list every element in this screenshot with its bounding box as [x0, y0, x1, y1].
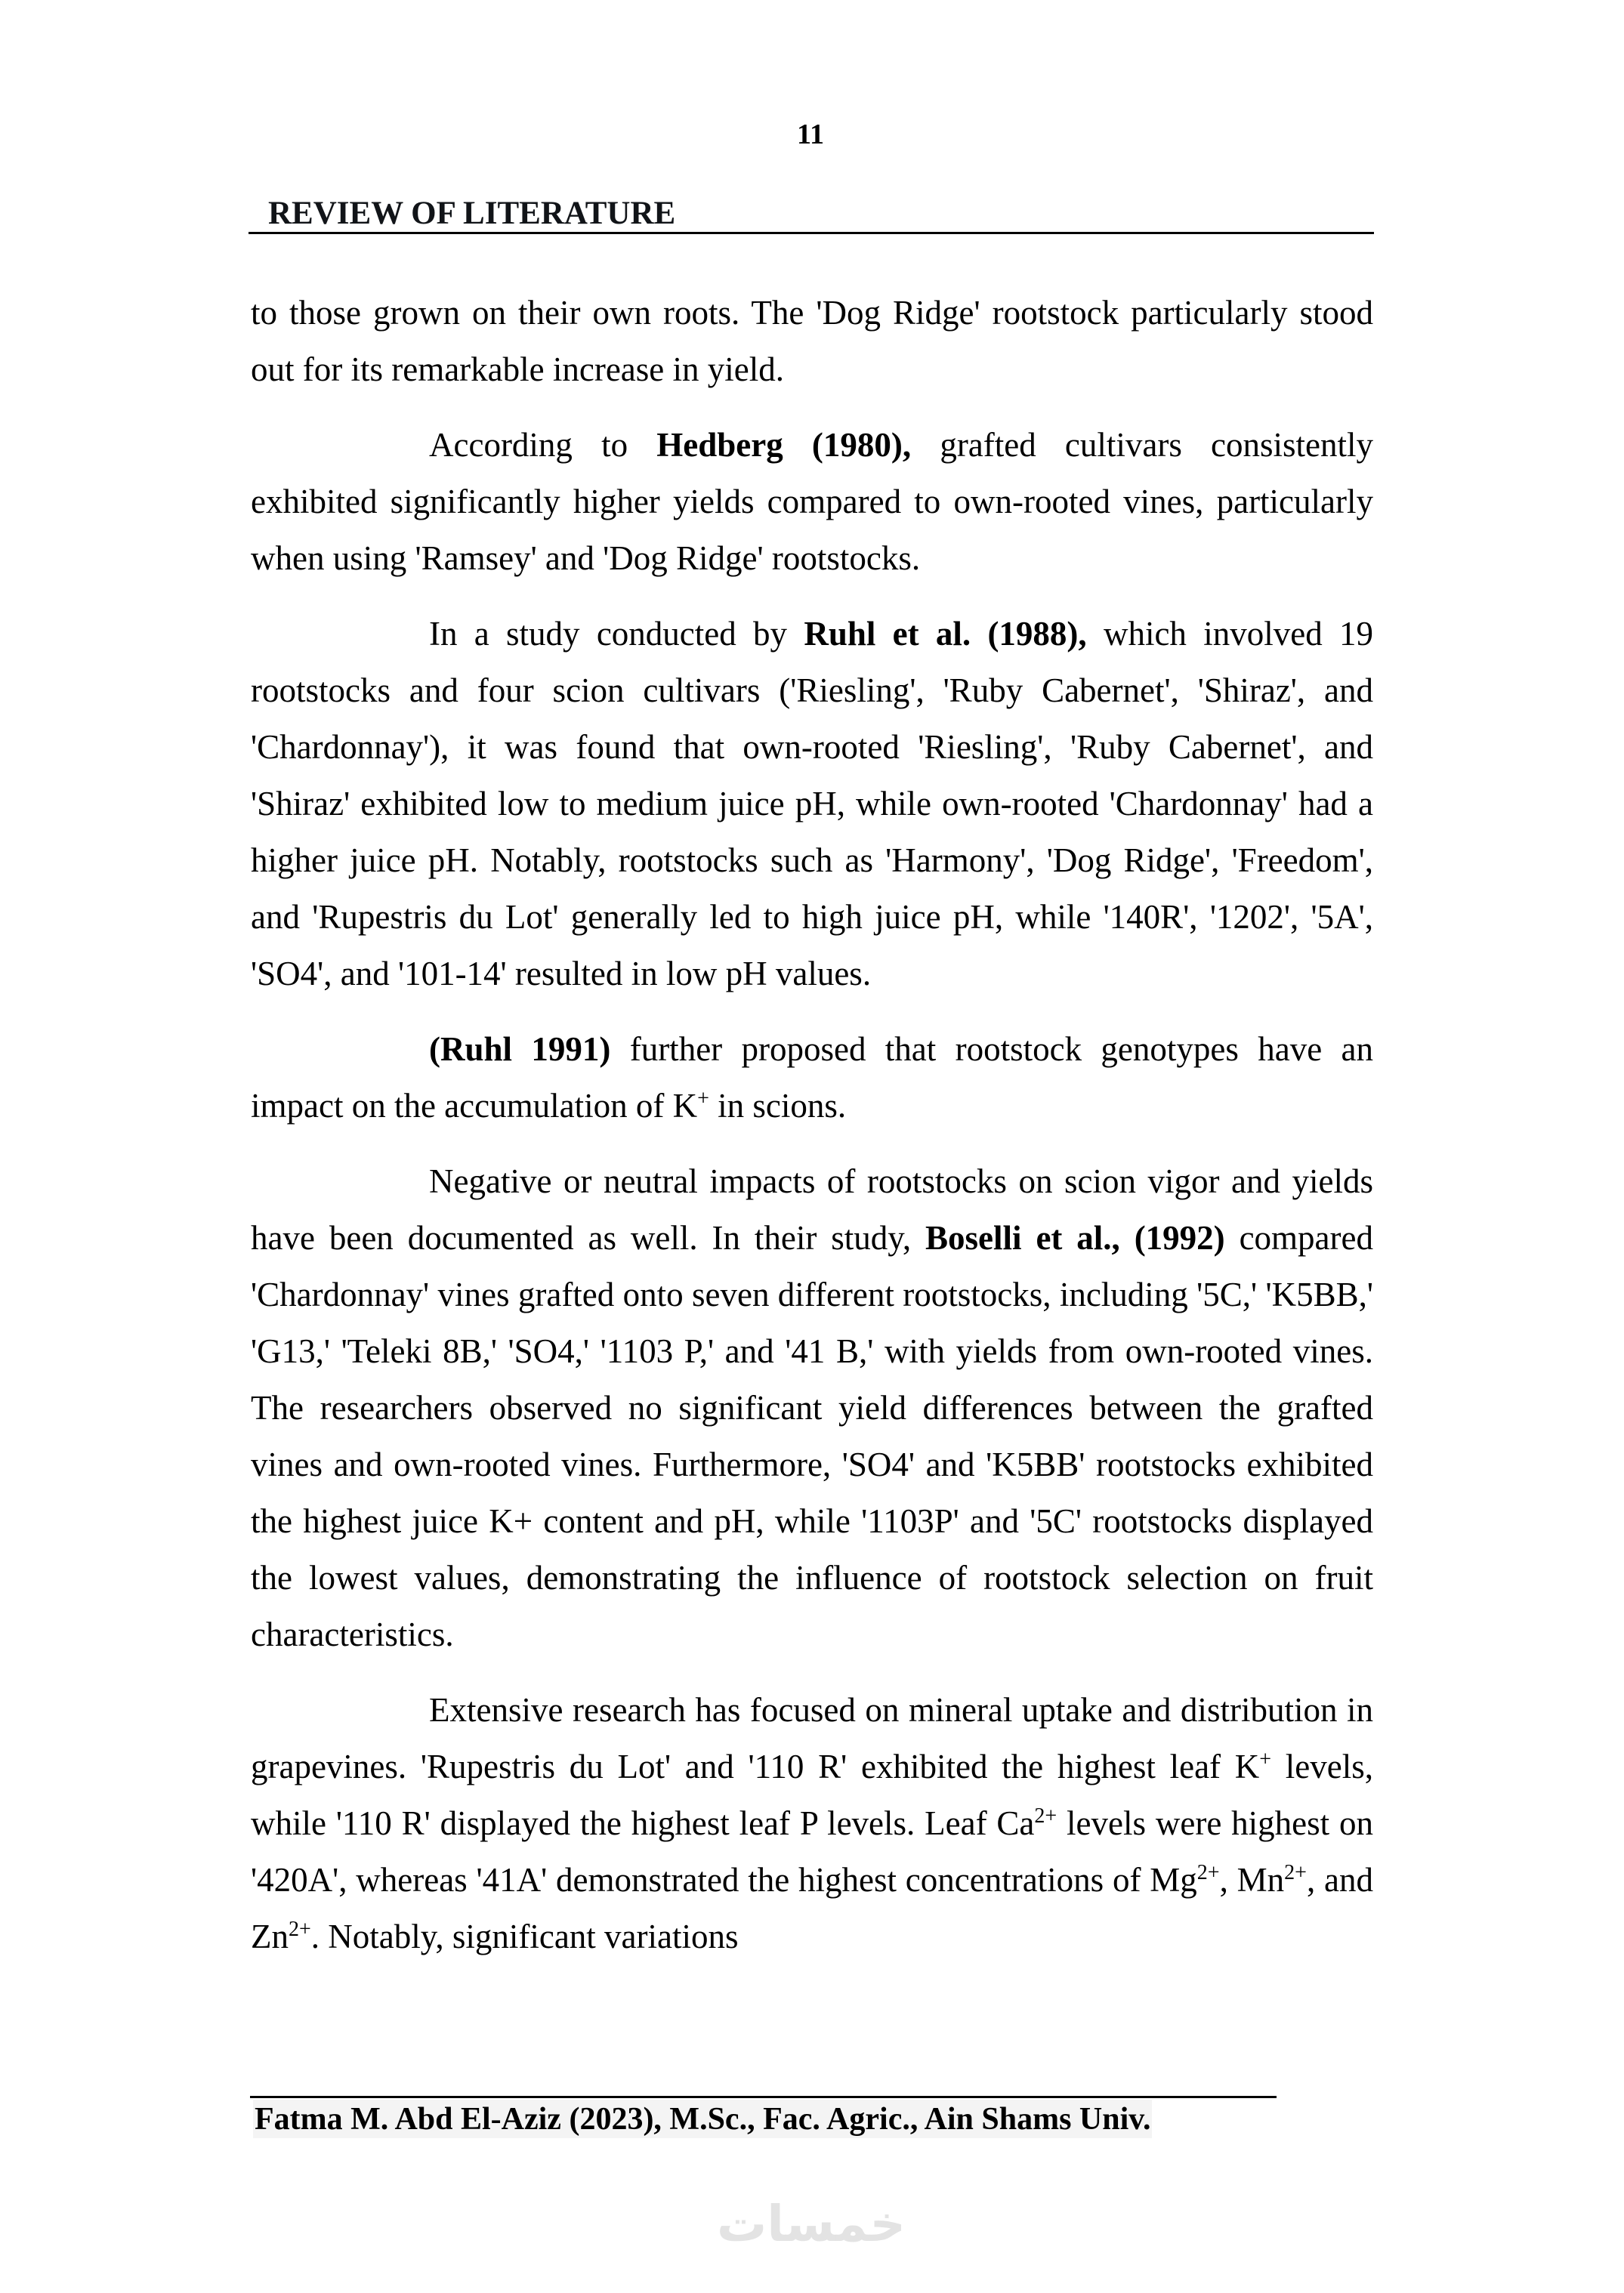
paragraph-text: further proposed that rootstock genotypes have an impact on the accumulation of K: [251, 1030, 1373, 1125]
paragraph: [251, 1153, 1373, 1663]
superscript: 2+: [289, 1918, 311, 1941]
paragraph-text: levels, while '110 R' displayed the highest leaf P levels. Leaf Ca: [251, 1748, 1374, 1842]
citation-boselli-1992: Boselli et al., (1992): [925, 1219, 1225, 1257]
paragraph-text: grafted cultivars consistently exhibited significantly higher yields compared to own-rooted vines, particularly when using 'Ramsey' and 'Dog Ridge' rootstocks.: [251, 426, 1374, 577]
watermark-logo: خمسات: [716, 2195, 906, 2253]
paragraph-text: Extensive research has focused on mineral uptake and distribution in grapevines. 'Rupestris du Lot' and '110 R' exhibited the highest leaf K: [251, 1691, 1373, 1785]
paragraph-text: In a study conducted by: [429, 615, 804, 653]
section-header: REVIEW OF LITERATURE: [268, 196, 676, 231]
paragraph-text: levels were highest on '420A', whereas '41A' demonstrated the highest concentrations of Mg: [251, 1804, 1373, 1899]
paragraph-text: According to: [429, 426, 657, 464]
page-number: 11: [797, 119, 824, 150]
body-text: [251, 285, 1373, 1965]
citation-ruhl-1991: (Ruhl 1991): [429, 1030, 611, 1068]
superscript: +: [1259, 1748, 1272, 1771]
paragraph-text: in scions.: [709, 1087, 847, 1125]
superscript: +: [697, 1087, 709, 1110]
superscript: 2+: [1034, 1804, 1057, 1828]
paragraph: [251, 606, 1373, 1002]
paragraph: [251, 1682, 1373, 1965]
paragraph-text: which involved 19 rootstocks and four scion cultivars ('Riesling', 'Ruby Cabernet', 'Shiraz', and 'Chardonnay'), it was found that own-rooted 'Riesling', 'Ruby Cabernet', and 'Shiraz' exhibited low to medium juice pH, while own-rooted 'Chardonnay' had a higher juice pH. Notably, rootstocks such as 'Harmony', 'Dog Ridge', 'Freedom', and 'Rupestris du Lot' generally led to high juice pH, while '140R', '1202', '5A', 'SO4', and '101-14' resulted in low pH values.: [251, 615, 1373, 992]
paragraph: [251, 285, 1373, 398]
footer-rule: [250, 2096, 1277, 2098]
header-rule: [249, 232, 1374, 234]
superscript: 2+: [1196, 1861, 1220, 1884]
paragraph-text: , Mn: [1219, 1861, 1285, 1899]
footer-citation: Fatma M. Abd El-Aziz (2023), M.Sc., Fac. Agric., Ain Shams Univ.: [253, 2100, 1152, 2138]
citation-ruhl-1988: Ruhl et al. (1988),: [804, 615, 1087, 653]
paragraph-text: to those grown on their own roots. The 'Dog Ridge' rootstock particularly stood out for its remarkable increase in yield.: [251, 294, 1373, 388]
paragraph-text: compared 'Chardonnay' vines grafted onto seven different rootstocks, including '5C,' 'K5BB,' 'G13,' 'Teleki 8B,' 'SO4,' '1103 P,' and '41 B,' with yields from own-rooted vines. The researchers observed no significant yield differences between the grafted vines and own-rooted vines. Furthermore, 'SO4' and 'K5BB' rootstocks exhibited the highest juice K+ content and pH, while '1103P' and '5C' rootstocks displayed the lowest values, demonstrating the influence of rootstock selection on fruit characteristics.: [251, 1219, 1373, 1653]
citation-hedberg-1980: Hedberg (1980),: [656, 426, 912, 464]
paragraph-text: . Notably, significant variations: [310, 1918, 739, 1955]
superscript: 2+: [1284, 1861, 1307, 1884]
paragraph: [251, 1021, 1373, 1134]
paragraph-text: , and Zn: [251, 1861, 1373, 1955]
paragraph-text: Negative or neutral impacts of rootstocks on scion vigor and yields have been documented as well. In their study,: [251, 1162, 1373, 1257]
paragraph: [251, 417, 1373, 587]
